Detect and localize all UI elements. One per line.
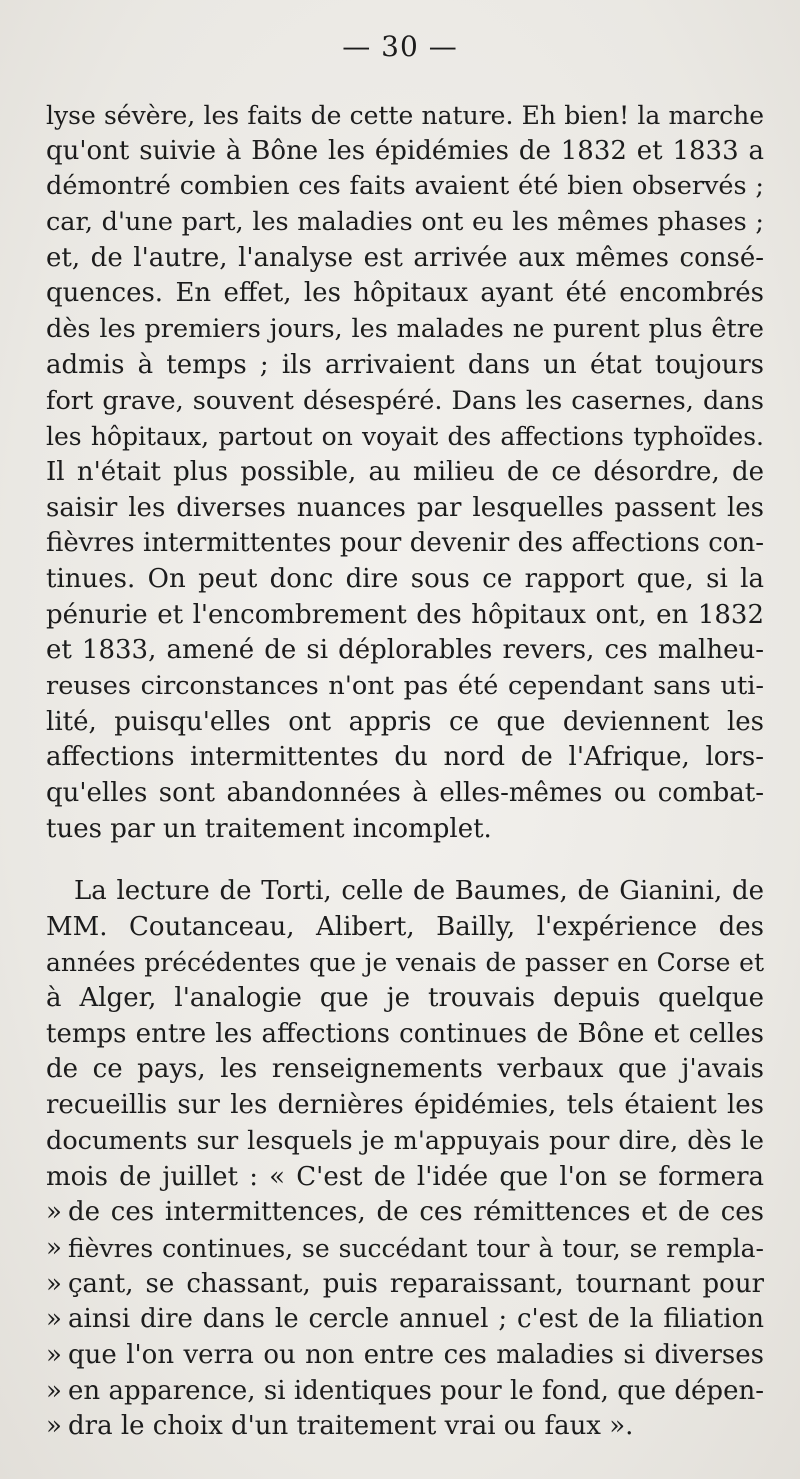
quoted-line bbox=[46, 1267, 764, 1303]
text-line: admis à temps ; ils arrivaient dans un état toujours bbox=[46, 349, 764, 380]
text-line: La lecture de Torti, celle de Baumes, de Gianini, de bbox=[74, 876, 764, 906]
page-number: — 30 — bbox=[342, 30, 458, 63]
quote-mark: » bbox=[46, 1268, 62, 1299]
text-line: à Alger, l'analogie que je trouvais depuis quelque bbox=[46, 983, 764, 1014]
text-line: tues par un traitement incomplet. bbox=[46, 813, 492, 844]
text-line: quences. En effet, les hôpitaux ayant été encombrés bbox=[46, 278, 764, 309]
text-line: dès les premiers jours, les malades ne purent plus être bbox=[46, 314, 764, 345]
text-line: recueillis sur les dernières épidémies, tels étaient les bbox=[46, 1090, 764, 1121]
text-line: documents sur lesquels je m'appuyais pour dire, dès le bbox=[46, 1125, 764, 1156]
quote-mark: » bbox=[46, 1375, 62, 1406]
quoted-line bbox=[46, 1338, 764, 1374]
quoted-line bbox=[46, 1231, 764, 1267]
text-line: années précédentes que je venais de passer en Corse et bbox=[46, 948, 764, 978]
text-line: affections intermittentes du nord de l'Afrique, lors- bbox=[46, 742, 764, 773]
quoted-text: fièvres continues, se succédant tour à tour, se rempla- bbox=[68, 1233, 764, 1263]
text-line: car, d'une part, les maladies ont eu les mêmes phases ; bbox=[46, 207, 764, 238]
quoted-text: que l'on verra ou non entre ces maladies si diverses bbox=[68, 1339, 764, 1370]
text-line: mois de juillet : « C'est de l'idée que l'on se formera bbox=[46, 1161, 764, 1192]
text-line: fort grave, souvent désespéré. Dans les casernes, dans bbox=[46, 385, 764, 416]
text-line: qu'ont suivie à Bône les épidémies de 1832 et 1833 a bbox=[46, 135, 764, 166]
quote-mark: » bbox=[46, 1411, 62, 1442]
text-line: qu'elles sont abandonnées à elles-mêmes ou combat- bbox=[46, 778, 764, 809]
text-line: saisir les diverses nuances par lesquelles passent les bbox=[46, 492, 764, 523]
paragraph-2 bbox=[46, 874, 764, 1445]
paragraph-1 bbox=[46, 98, 764, 847]
text-line: fièvres intermittentes pour devenir des affections con- bbox=[46, 528, 764, 559]
quoted-line bbox=[46, 1195, 764, 1231]
quoted-text: de ces intermittences, de ces rémittences et de ces bbox=[68, 1197, 764, 1228]
quote-mark: » bbox=[46, 1339, 62, 1370]
text-line: lité, puisqu'elles ont appris ce que deviennent les bbox=[46, 706, 764, 737]
text-line: lyse sévère, les faits de cette nature. Eh bien! la marche bbox=[46, 101, 764, 130]
quoted-text: dra le choix d'un traitement vrai ou faux ». bbox=[68, 1411, 634, 1442]
text-line: pénurie et l'encombrement des hôpitaux ont, en 1832 bbox=[46, 599, 764, 630]
text-line: démontré combien ces faits avaient été bien observés ; bbox=[46, 171, 764, 202]
quoted-line bbox=[46, 1302, 764, 1338]
text-line: reuses circonstances n'ont pas été cependant sans uti- bbox=[46, 671, 764, 701]
text-line: et 1833, amené de si déplorables revers, ces malheu- bbox=[46, 635, 764, 666]
quoted-text: ainsi dire dans le cercle annuel ; c'est de la filiation bbox=[68, 1304, 764, 1335]
text-line: tinues. On peut donc dire sous ce rapport que, si la bbox=[46, 563, 764, 594]
text-line: et, de l'autre, l'analyse est arrivée aux mêmes consé- bbox=[46, 242, 764, 273]
text-line: temps entre les affections continues de Bône et celles bbox=[46, 1018, 764, 1049]
quote-mark: » bbox=[46, 1197, 62, 1228]
quoted-text: çant, se chassant, puis reparaissant, tournant pour bbox=[68, 1268, 764, 1299]
quoted-text: en apparence, si identiques pour le fond, que dépen- bbox=[68, 1375, 764, 1406]
quoted-line bbox=[46, 1409, 764, 1445]
text-line: les hôpitaux, partout on voyait des affections typhoïdes. bbox=[46, 422, 764, 452]
quote-mark: » bbox=[46, 1304, 62, 1335]
text-line: MM. Coutanceau, Alibert, Bailly, l'expérience des bbox=[46, 911, 764, 942]
text-line: Il n'était plus possible, au milieu de ce désordre, de bbox=[46, 456, 764, 487]
text-line: de ce pays, les renseignements verbaux que j'avais bbox=[46, 1054, 764, 1085]
quoted-line bbox=[46, 1374, 764, 1410]
quote-mark: » bbox=[46, 1232, 62, 1263]
